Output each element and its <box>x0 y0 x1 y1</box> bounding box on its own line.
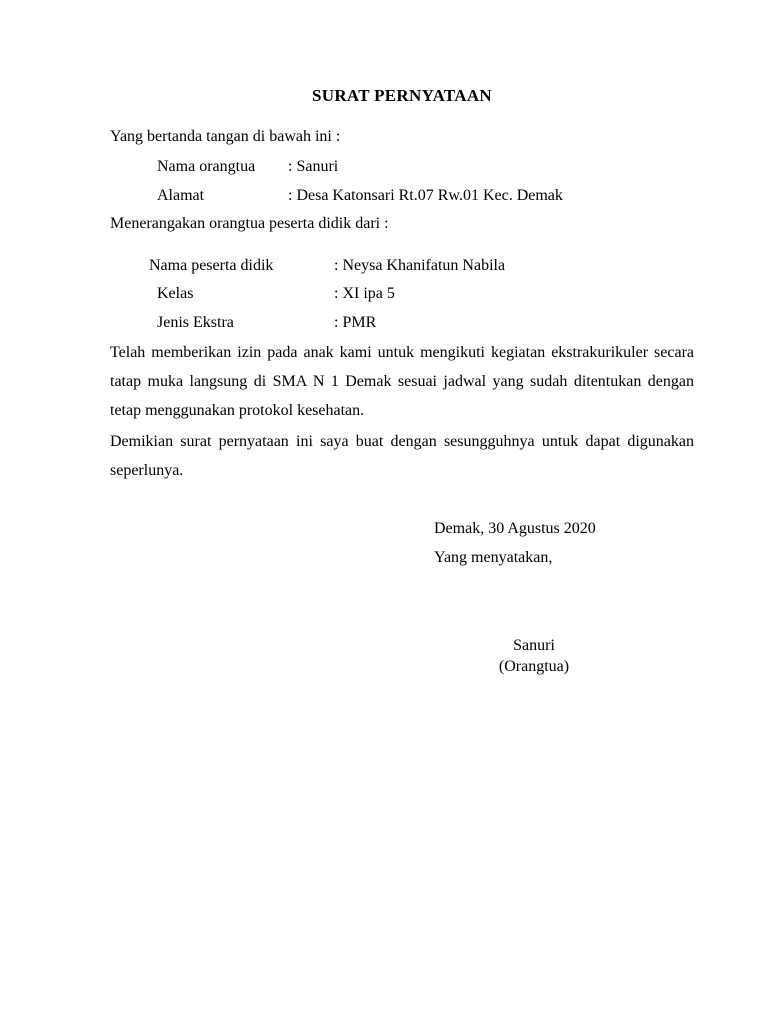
place-date: Demak, 30 Agustus 2020 <box>434 520 596 537</box>
signer-role: (Orangtua) <box>498 658 570 675</box>
declares-text: Menerangakan orangtua peserta didik dari : <box>110 215 389 232</box>
field-label-student-name: Nama peserta didik <box>149 257 274 274</box>
field-value-parent-name: : Sanuri <box>288 158 339 175</box>
field-label-class: Kelas <box>157 285 194 302</box>
field-label-extracurricular: Jenis Ekstra <box>157 314 234 331</box>
field-value-student-name: : Neysa Khanifatun Nabila <box>334 257 506 274</box>
field-value-address: : Desa Katonsari Rt.07 Rw.01 Kec. Demak <box>288 187 563 204</box>
signer-name: Sanuri <box>513 637 555 654</box>
closing-salutation: Yang menyatakan, <box>434 549 553 566</box>
page-title: SURAT PERNYATAAN <box>311 86 493 105</box>
permission-paragraph: Telah memberikan izin pada anak kami untuk mengikuti kegiatan ekstrakurikuler secara tatap muka langsung di SMA N 1 Demak sesuai jadwal yang sudah ditentukan dengan tetap menggunakan protokol kesehatan. <box>110 344 694 419</box>
field-label-address: Alamat <box>157 187 205 204</box>
field-value-extracurricular: : PMR <box>334 314 377 331</box>
field-value-class: : XI ipa 5 <box>334 285 395 302</box>
closing-paragraph: Demikian surat pernyataan ini saya buat dengan sesungguhnya untuk dapat digunakan seperlunya. <box>110 433 694 479</box>
intro-text: Yang bertanda tangan di bawah ini : <box>110 128 341 145</box>
field-label-parent-name: Nama orangtua <box>157 158 256 175</box>
